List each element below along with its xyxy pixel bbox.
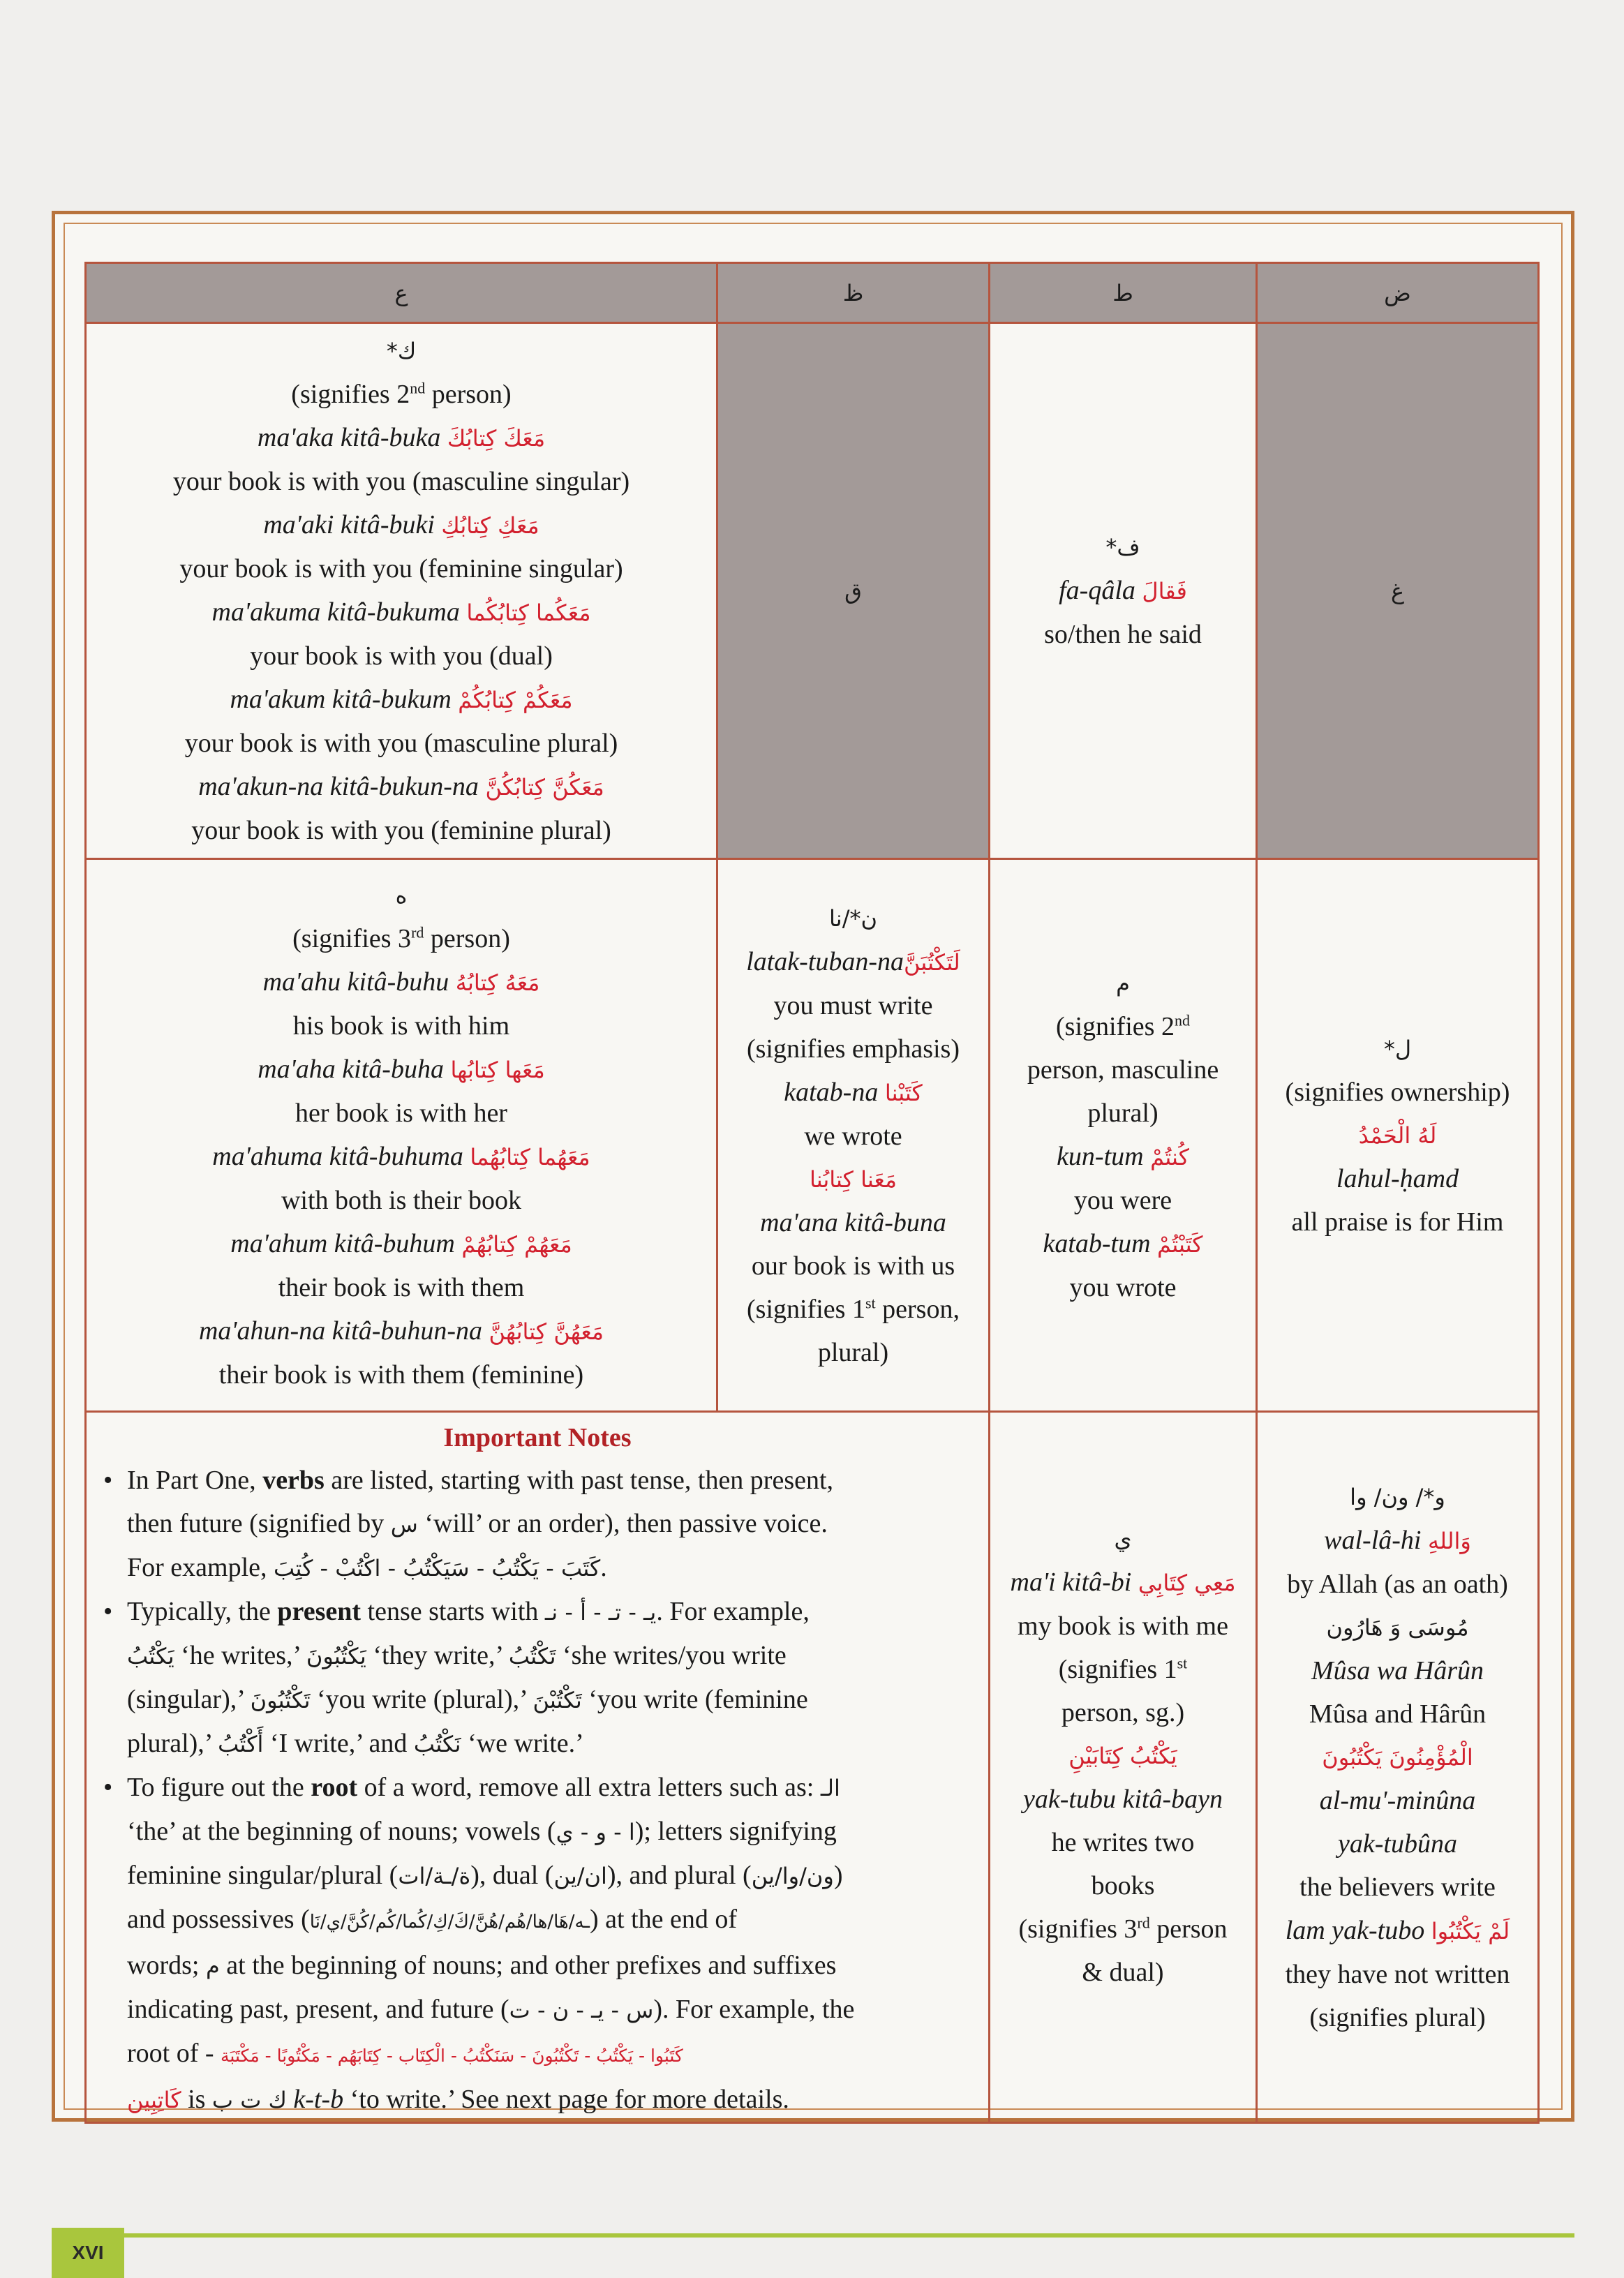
cell-ya	[990, 1412, 1257, 2123]
ha-example-4: ma'ahum kitâ-buhum مَعَهُمْ كِتابُهُمْ	[230, 1229, 572, 1258]
nun-meaning-1a: you must write	[773, 990, 933, 1020]
header-ta: ط	[990, 263, 1257, 323]
header-row	[86, 263, 1539, 323]
kaf-example-1: ma'aka kitâ-buka مَعَكَ كِتابُكَ	[257, 423, 546, 452]
waw-meaning-1: by Allah (as an oath)	[1287, 1570, 1508, 1599]
page-number: XVI	[52, 2228, 124, 2278]
waw-letter: و*/ ون/ وا	[1350, 1484, 1445, 1510]
ya-example-1: ma'i kitâ-bi مَعِي كِتَابِي	[1010, 1568, 1236, 1597]
lam-signifies: (signifies ownership)	[1285, 1077, 1510, 1107]
row-notes	[86, 1412, 1539, 2123]
ha-example-3: ma'ahuma kitâ-buhuma مَعَهُما كِتابُهُما	[212, 1142, 590, 1171]
kaf-example-4: ma'akum kitâ-bukum مَعَكُمْ كِتابُكُمْ	[230, 685, 573, 714]
nun-meaning-3: our book is with us	[751, 1251, 955, 1281]
ya-signifies-1: (signifies 1st	[1058, 1654, 1188, 1684]
lam-meaning: all praise is for Him	[1291, 1207, 1504, 1237]
important-notes	[86, 1412, 990, 2123]
fa-example: fa-qâla فَقالَ	[1059, 576, 1187, 605]
page-frame	[52, 211, 1574, 2122]
mim-signifies-3: plural)	[1087, 1098, 1159, 1128]
mim-signifies: (signifies 2nd	[1056, 1011, 1190, 1041]
header-ayn: ع	[86, 263, 717, 323]
ha-meaning-5: their book is with them (feminine)	[218, 1360, 584, 1390]
mim-letter: م	[1116, 969, 1130, 997]
ya-signifies-1b: person, sg.)	[1061, 1698, 1185, 1727]
fa-meaning: so/then he said	[1044, 620, 1202, 649]
cell-ghayn	[1257, 323, 1539, 859]
waw-meaning-4a: they have not written	[1285, 1960, 1510, 1989]
row-ha	[86, 859, 1539, 1412]
nun-letter: ن*/نا	[829, 904, 877, 932]
ha-letter: ه	[395, 882, 408, 909]
cell-lam	[1257, 859, 1539, 1412]
lam-letter: ل*	[1383, 1035, 1412, 1062]
kaf-example-2: ma'aki kitâ-buki مَعَكِ كِتابُكِ	[263, 510, 539, 539]
page-number-bar	[124, 2233, 1574, 2238]
letters-table	[84, 262, 1540, 2124]
cell-fa	[990, 323, 1257, 859]
mim-meaning-2: you wrote	[1069, 1272, 1177, 1302]
header-dad: ض	[1257, 263, 1539, 323]
nun-signifies-2: plural)	[817, 1337, 889, 1367]
kaf-meaning-2: your book is with you (feminine singular)	[179, 554, 623, 583]
waw-example-1: wal-lâ-hi وَاللهِ	[1324, 1526, 1471, 1555]
nun-meaning-1b: (signifies emphasis)	[746, 1034, 960, 1064]
ha-example-1: ma'ahu kitâ-buhu مَعَهُ كِتابُهُ	[262, 967, 540, 997]
kaf-meaning-3: your book is with you (dual)	[250, 641, 553, 671]
fa-letter: ف*	[1105, 534, 1140, 560]
waw-example-3-arabic: الْمُؤْمِنُونَ يَكْتُبُونَ	[1322, 1744, 1473, 1771]
kaf-meaning-1: your book is with you (masculine singular)	[172, 467, 630, 496]
ha-meaning-4: their book is with them	[278, 1273, 525, 1302]
ya-letter: ي	[1114, 1526, 1132, 1552]
ha-meaning-3: with both is their book	[281, 1186, 522, 1215]
note-present: • Typically, the present tense starts with يـ - تـ - أ - نـ. For example, يَكْتُبُ ‘he writes,’ يَكْتُبُونَ ‘they write,’ تَكْتُبُ ‘she writes/you write (singular),’ تَكْتُبُونَ ‘you write (plural),’ تَكْتُبْنَ ‘you write (feminine plural),’ أَكْتُبُ ‘I write,’ and نَكْتُبُ ‘we write.’	[100, 1590, 978, 1766]
qaf-letter: ق	[844, 578, 862, 604]
waw-example-3a: al-mu'-minûna	[1319, 1786, 1476, 1815]
nun-example-3-arabic: مَعَنا كِتابُنا	[809, 1166, 897, 1193]
cell-mim	[990, 859, 1257, 1412]
note-root: • To figure out the root of a word, remove all extra letters such as: الـ ‘the’ at the beginning of nouns; vowels (ا - و - ي); letters signifying feminine singular/plural (ة/ـة/ات), dual (ان/ين), and plural (ون/وا/ين) and possessives (ـه/هَا/ها/هُم/هُنَّ/كَ/كِ/كُما/كُم/كُنَّ/ي/نَا) at the end of words; م at the beginning of nouns; and other prefixes and suffixes indicating past, present, and future (س - يـ - ن - ت). For example, the root of - كَتَبُوا - يَكْتُبُ - تَكْتُبُونَ - سَنَكْتُبُ - الْكِتَاب - كِتَابَهُم - مَكْتُوبًا - مَكْتَبَة كَاتِبِين is ك ت ب k-t-b ‘to write.’ See next page for more details.	[100, 1766, 978, 2122]
waw-example-3b: yak-tubûna	[1338, 1829, 1457, 1859]
lam-example-arabic: لَهُ الْحَمْدُ	[1358, 1122, 1437, 1149]
header-dha: ظ	[717, 263, 990, 323]
mim-signifies-2: person, masculine	[1027, 1055, 1219, 1085]
notes-title: Important Notes	[443, 1423, 632, 1452]
ya-example-2: yak-tubu kitâ-bayn	[1023, 1785, 1223, 1814]
ya-meaning-2a: he writes two	[1051, 1828, 1195, 1857]
lam-example: lahul-ḥamd	[1336, 1163, 1459, 1193]
nun-example-3: ma'ana kitâ-buna	[760, 1207, 946, 1237]
ha-signifies: (signifies 3rd person)	[292, 923, 510, 953]
waw-example-2-arabic: مُوسَى وَ هَارُون	[1326, 1614, 1469, 1641]
ghayn-letter: غ	[1390, 578, 1405, 604]
row-kaf	[86, 323, 1539, 859]
mim-example-1: kun-tum كُنتُمْ	[1057, 1141, 1189, 1171]
waw-example-2: Mûsa wa Hârûn	[1311, 1656, 1484, 1685]
ha-example-2: ma'aha kitâ-buha مَعَها كِتابُها	[258, 1055, 545, 1084]
kaf-meaning-4: your book is with you (masculine plural)	[184, 729, 618, 758]
ya-meaning-2b: books	[1091, 1871, 1155, 1900]
ya-signifies-2b: & dual)	[1082, 1958, 1164, 1987]
nun-meaning-2: we wrote	[804, 1121, 902, 1151]
mim-example-2: katab-tum كَتَبْتُمْ	[1043, 1228, 1203, 1258]
cell-qaf	[717, 323, 990, 859]
note-verbs: • In Part One, verbs are listed, starting with past tense, then present, then future (signified by س ‘will’ or an order), then passive voice. For example, كَتَبَ - يَكْتُبُ - سَيَكْتُبُ - اكْتُبْ - كُتِبَ.	[100, 1459, 978, 1590]
nun-example-1: latak-tuban-naلَتَكْتُبَنَّ	[746, 946, 960, 976]
kaf-example-5: ma'akun-na kitâ-bukun-na مَعَكُنَّ كِتابُكُنَّ	[198, 772, 604, 801]
ha-meaning-1: his book is with him	[292, 1011, 510, 1041]
cell-ha	[86, 859, 717, 1412]
waw-meaning-2: Mûsa and Hârûn	[1309, 1699, 1487, 1729]
waw-meaning-3: the believers write	[1299, 1873, 1496, 1902]
mim-meaning-1: you were	[1073, 1185, 1172, 1215]
waw-example-4: lam yak-tubo لَمْ يَكْتُبُوا	[1285, 1916, 1510, 1945]
kaf-meaning-5: your book is with you (feminine plural)	[191, 816, 611, 845]
cell-nun	[717, 859, 990, 1412]
ya-example-2-arabic: يَكْتُبُ كِتَابَيْنِ	[1068, 1743, 1177, 1769]
nun-signifies: (signifies 1st person,	[747, 1293, 960, 1324]
ha-meaning-2: her book is with her	[295, 1099, 507, 1128]
cell-waw	[1257, 1412, 1539, 2123]
nun-example-2: katab-na كَتَبْنا	[784, 1077, 923, 1107]
kaf-letter: ك*	[386, 338, 417, 364]
kaf-example-3: ma'akuma kitâ-bukuma مَعَكُما كِتابُكُما	[211, 597, 591, 627]
waw-meaning-4b: (signifies plural)	[1309, 2003, 1486, 2032]
cell-kaf	[86, 323, 717, 859]
ha-example-5: ma'ahun-na kitâ-buhun-na مَعَهُنَّ كِتابُهُنَّ	[198, 1316, 604, 1346]
ya-meaning-1: my book is with me	[1018, 1611, 1228, 1641]
kaf-signifies: (signifies 2nd person)	[291, 379, 512, 409]
ya-signifies-2: (signifies 3rd person	[1018, 1914, 1228, 1944]
